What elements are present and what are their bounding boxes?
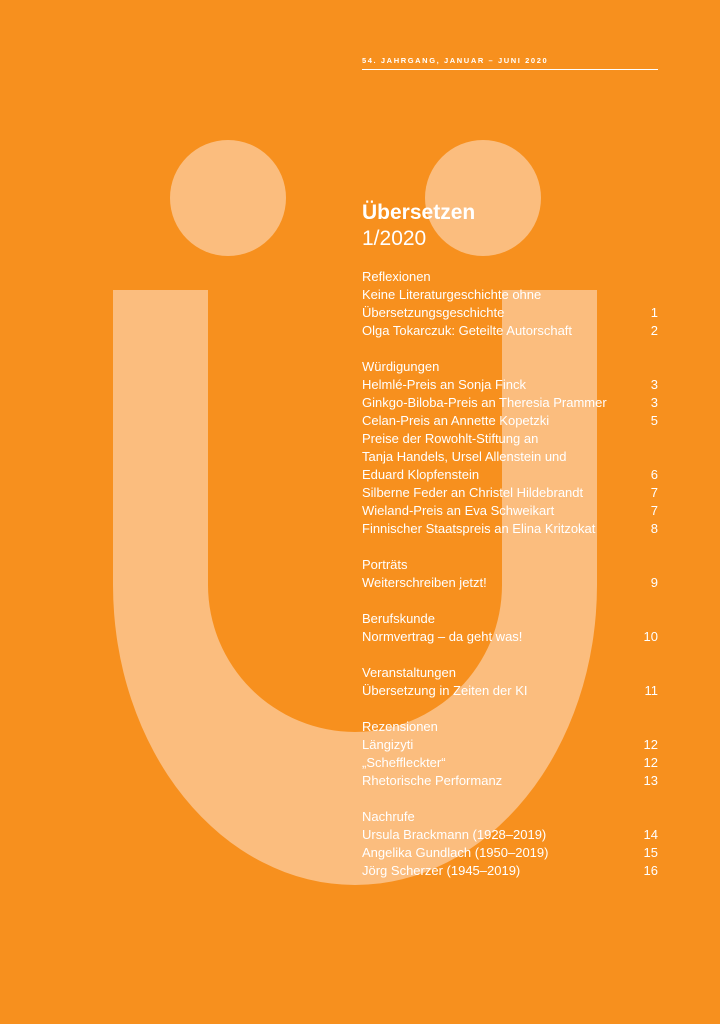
toc-entry-line: Helmlé-Preis an Sonja Finck	[362, 377, 527, 392]
toc-entry-title	[362, 430, 636, 484]
toc-entry-line: Weiterschreiben jetzt!	[362, 575, 487, 590]
toc-entry	[362, 574, 658, 592]
toc-entry	[362, 772, 658, 790]
toc-entry-title	[362, 736, 636, 754]
toc-page-number: 3	[650, 377, 658, 392]
toc-page-number: 1	[650, 305, 658, 320]
toc-entry-title	[362, 826, 636, 844]
toc-entry-line: Keine Literaturgeschichte ohne	[362, 287, 542, 302]
toc-entry	[362, 412, 658, 430]
toc-page-number: 13	[643, 773, 658, 788]
toc-section-heading: Nachrufe	[362, 809, 415, 824]
issue-header: 54. JAHRGANG, JANUAR – JUNI 2020	[362, 56, 658, 70]
toc-entry	[362, 682, 658, 700]
toc-page-number: 16	[643, 863, 658, 878]
toc-entry-title	[362, 322, 636, 340]
toc-page-number: 14	[643, 827, 658, 842]
toc-section-heading: Rezensionen	[362, 719, 438, 734]
toc-entry-line: Preise der Rowohlt-Stiftung an	[362, 431, 539, 446]
toc-page-number: 3	[650, 395, 658, 410]
toc-entry-title	[362, 754, 636, 772]
toc-entry-title	[362, 772, 636, 790]
toc-entry-line: Tanja Handels, Ursel Allenstein und	[362, 449, 567, 464]
masthead	[362, 200, 475, 252]
toc-section	[362, 664, 658, 700]
toc-page-number: 8	[650, 521, 658, 536]
toc-entry	[362, 376, 658, 394]
toc-page-number: 7	[650, 503, 658, 518]
toc-section-heading: Reflexionen	[362, 269, 431, 284]
toc-page-number: 15	[643, 845, 658, 860]
toc-entry-line: Übersetzung in Zeiten der KI	[362, 683, 528, 698]
magazine-title: Übersetzen	[362, 201, 476, 224]
toc-section-heading: Veranstaltungen	[362, 665, 456, 680]
toc-entry	[362, 394, 658, 412]
toc-entry-line: Jörg Scherzer (1945–2019)	[362, 863, 521, 878]
toc-entry-title	[362, 394, 636, 412]
toc-entry-line: Wieland-Preis an Eva Schweikart	[362, 503, 555, 518]
toc-entry-title	[362, 520, 636, 538]
toc-entry	[362, 862, 658, 880]
toc-entry-title	[362, 502, 636, 520]
toc-page-number: 10	[643, 629, 658, 644]
toc-page-number: 2	[650, 323, 658, 338]
toc-entry	[362, 322, 658, 340]
toc-section	[362, 808, 658, 880]
toc-entry	[362, 502, 658, 520]
toc-entry	[362, 736, 658, 754]
toc-page-number: 12	[643, 737, 658, 752]
toc-entry-title	[362, 862, 636, 880]
toc-entry-title	[362, 484, 636, 502]
toc-entry-title	[362, 286, 636, 322]
toc-entry-line: Angelika Gundlach (1950–2019)	[362, 845, 549, 860]
toc-entry-title	[362, 682, 636, 700]
toc-page-number: 7	[650, 485, 658, 500]
toc-entry-line: Übersetzungsgeschichte	[362, 305, 505, 320]
toc-entry-line: Ginkgo-Biloba-Preis an Theresia Prammer	[362, 395, 607, 410]
toc-entry	[362, 628, 658, 646]
toc-entry-title	[362, 628, 636, 646]
toc-section-heading: Porträts	[362, 557, 408, 572]
toc-page-number: 6	[650, 467, 658, 482]
toc-entry	[362, 844, 658, 862]
toc-entry-line: Finnischer Staatspreis an Elina Kritzokat	[362, 521, 596, 536]
toc-entry-line: Normvertrag – da geht was!	[362, 629, 523, 644]
toc-entry	[362, 826, 658, 844]
toc-entry	[362, 484, 658, 502]
toc-section	[362, 718, 658, 790]
toc-section	[362, 610, 658, 646]
toc-entry-line: Längizyti	[362, 737, 414, 752]
umlaut-dot-left	[170, 140, 286, 256]
toc-entry-line: „Scheffleckter“	[362, 755, 446, 770]
toc-entry	[362, 520, 658, 538]
toc-entry-line: Celan-Preis an Annette Kopetzki	[362, 413, 550, 428]
toc-entry-title	[362, 412, 636, 430]
toc-entry-line: Olga Tokarczuk: Geteilte Autorschaft	[362, 323, 573, 338]
toc-entry	[362, 286, 658, 322]
toc-page-number: 9	[650, 575, 658, 590]
toc-section	[362, 358, 658, 538]
toc-section	[362, 268, 658, 340]
toc-entry	[362, 430, 658, 484]
toc-entry-title	[362, 574, 636, 592]
toc-page-number: 5	[650, 413, 658, 428]
toc-entry-title	[362, 376, 636, 394]
toc-entry-title	[362, 844, 636, 862]
issue-number: 1/2020	[362, 227, 427, 250]
toc-entry	[362, 754, 658, 772]
toc-section-heading: Berufskunde	[362, 611, 435, 626]
table-of-contents	[362, 268, 658, 898]
toc-page-number: 12	[643, 755, 658, 770]
toc-entry-line: Silberne Feder an Christel Hildebrandt	[362, 485, 584, 500]
toc-entry-line: Eduard Klopfenstein	[362, 467, 480, 482]
toc-entry-line: Rhetorische Performanz	[362, 773, 503, 788]
toc-page-number: 11	[644, 683, 658, 698]
toc-section	[362, 556, 658, 592]
toc-entry-line: Ursula Brackmann (1928–2019)	[362, 827, 547, 842]
toc-section-heading: Würdigungen	[362, 359, 440, 374]
